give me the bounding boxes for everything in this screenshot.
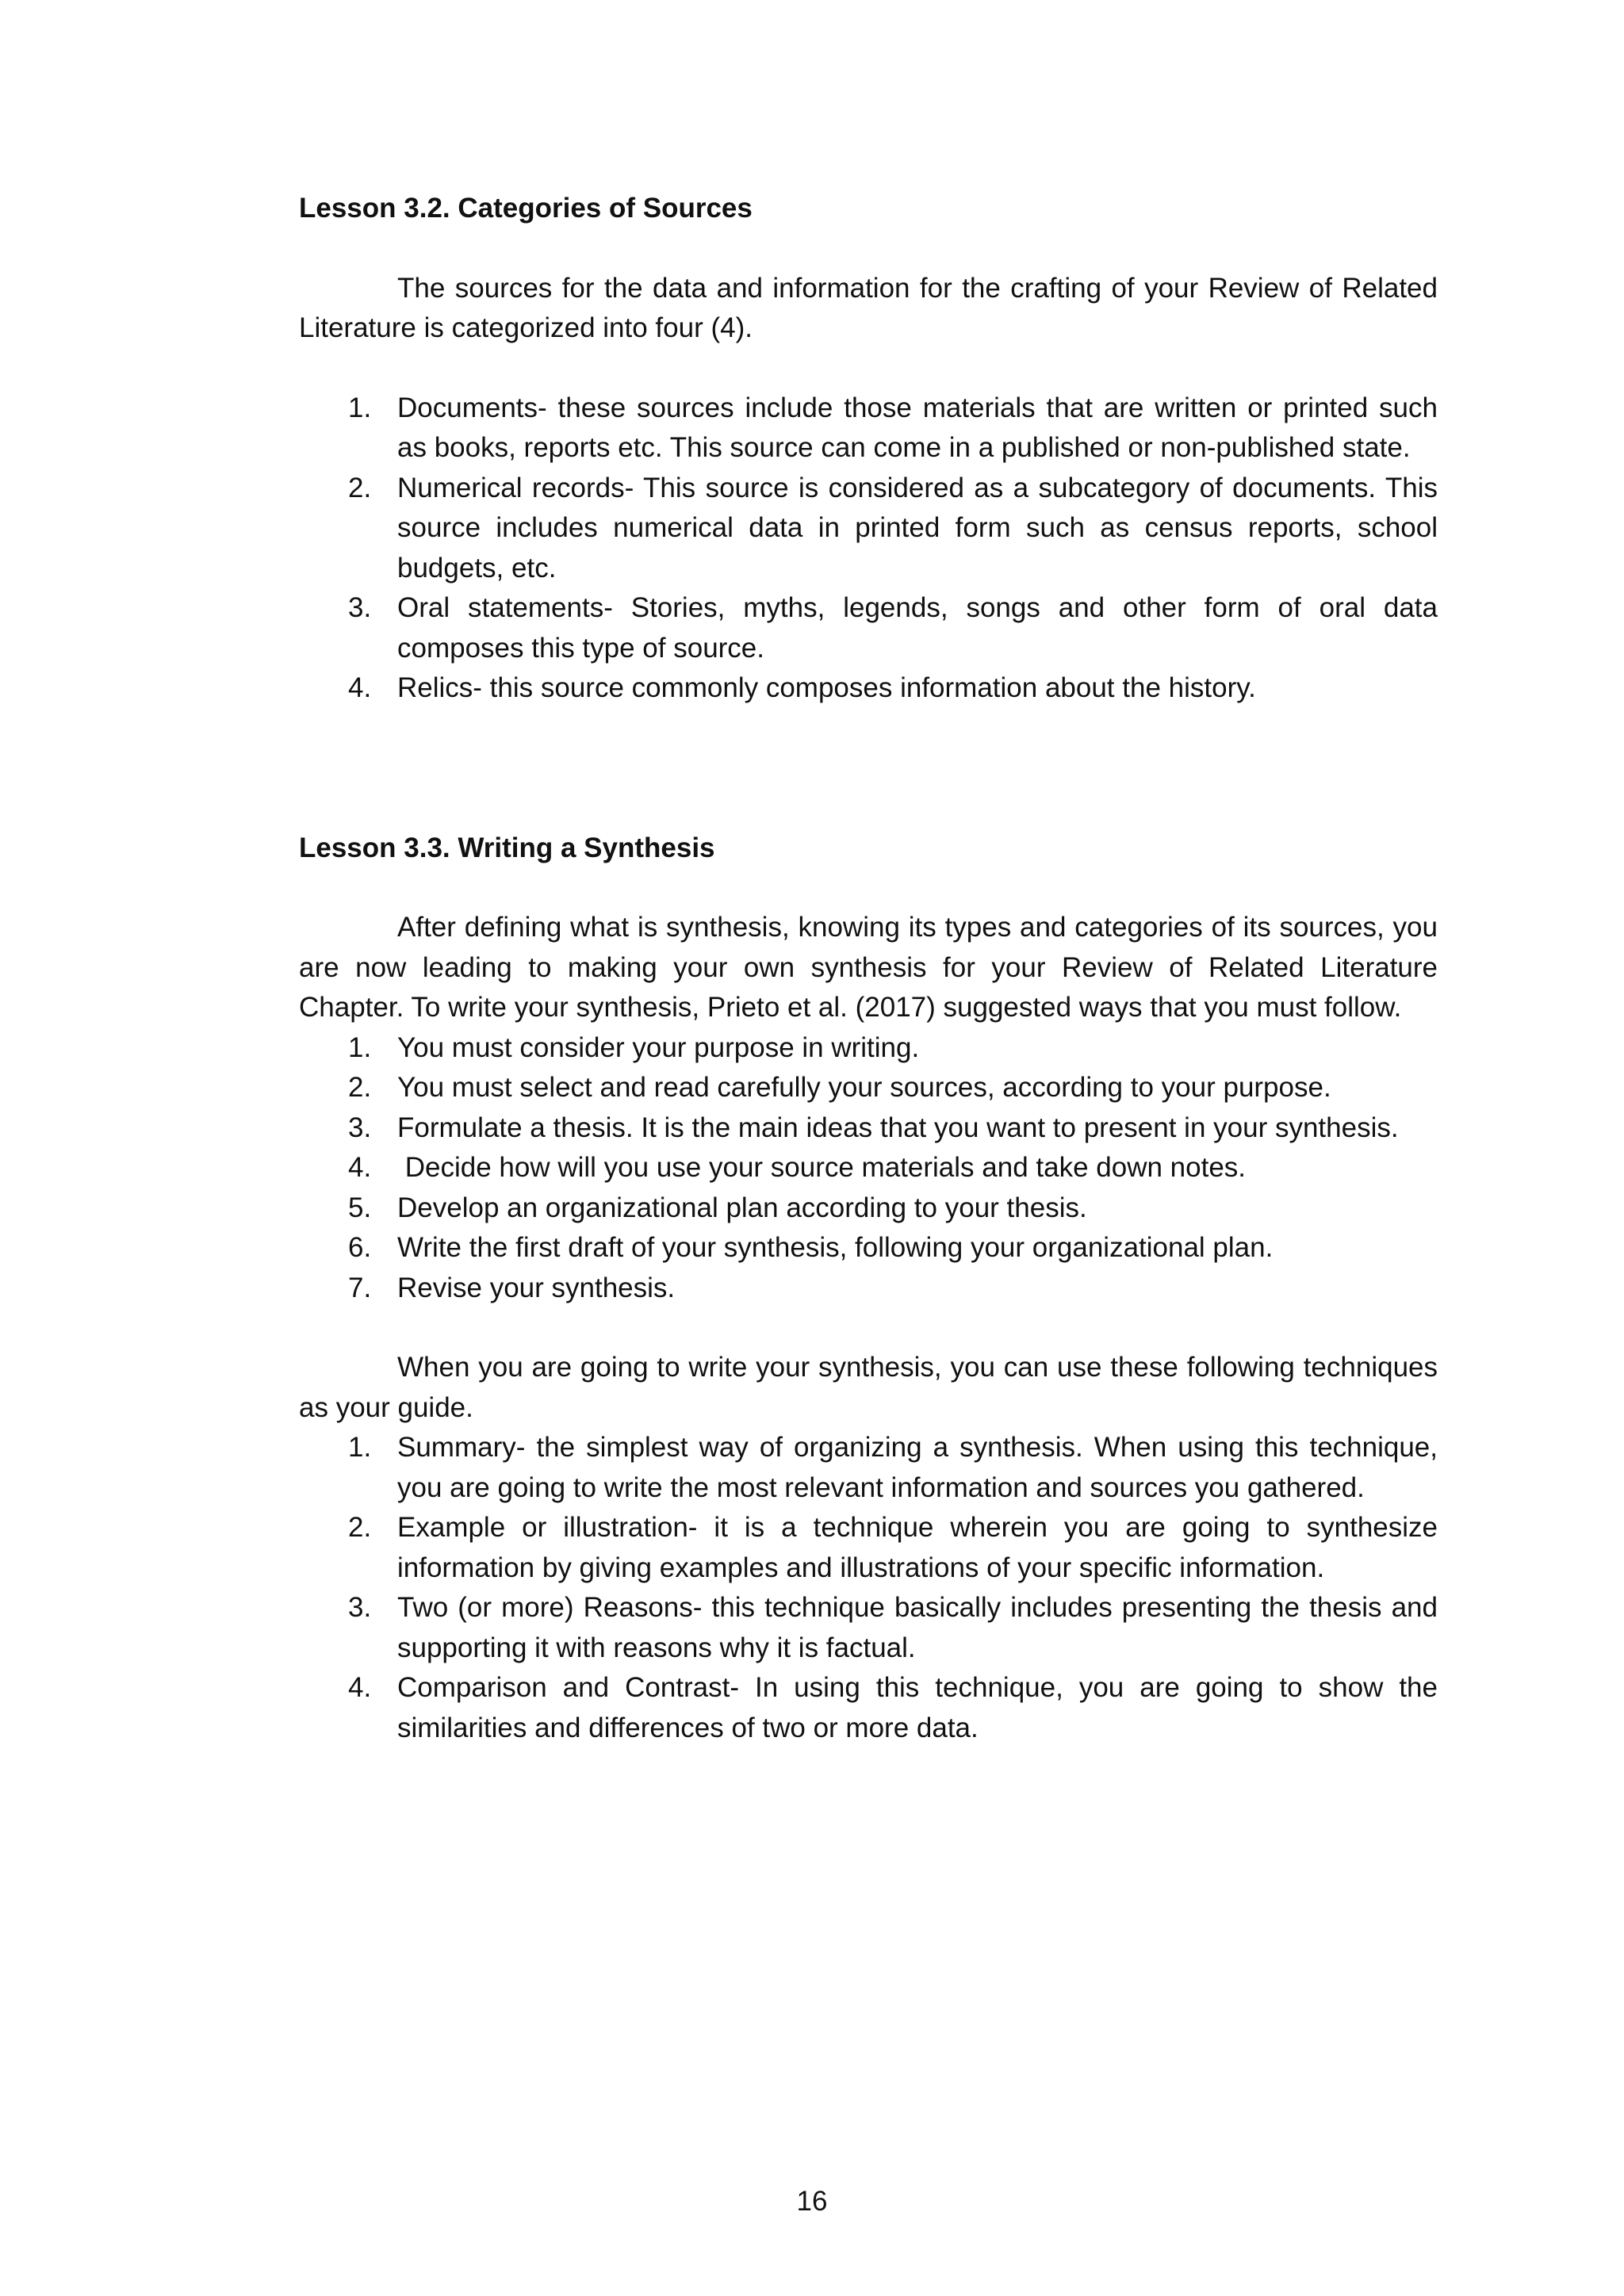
list-item xyxy=(299,668,1438,709)
list-item-number: 6. xyxy=(348,1232,372,1263)
lesson-3-2-intro: The sources for the data and information for the crafting of your Review of Related Literature is categorized into four (4). xyxy=(299,272,1438,343)
list-item-number: 5. xyxy=(348,1192,372,1223)
list-item-number: 3. xyxy=(348,592,372,623)
list-item-number: 1. xyxy=(348,1031,372,1063)
list-item-text: Relics- this source commonly composes information about the history. xyxy=(397,672,1256,703)
list-item xyxy=(299,1068,1438,1108)
list-item-text: Comparison and Contrast- In using this technique, you are going to show the similarities and differences of two or more data. xyxy=(397,1672,1438,1743)
list-item xyxy=(299,1028,1438,1069)
list-item-text: Write the first draft of your synthesis, following your organizational plan. xyxy=(397,1232,1274,1263)
list-item xyxy=(299,1148,1438,1188)
list-item-text: Two (or more) Reasons- this technique basically includes presenting the thesis and supporting it with reasons why it is factual. xyxy=(397,1592,1438,1663)
list-item xyxy=(299,469,1438,589)
list-item-number: 4. xyxy=(348,672,372,703)
list-item xyxy=(299,388,1438,469)
list-item-number: 2. xyxy=(348,472,372,503)
synthesis-steps-list xyxy=(299,1028,1438,1309)
list-item-number: 7. xyxy=(348,1272,372,1303)
list-item xyxy=(299,1428,1438,1508)
list-item-text: Decide how will you use your source materials and take down notes. xyxy=(397,1152,1247,1183)
list-item-text: Formulate a thesis. It is the main ideas that you want to present in your synthesis. xyxy=(397,1112,1399,1143)
source-categories-list xyxy=(299,388,1438,709)
list-item xyxy=(299,1188,1438,1229)
list-item-text: You must select and read carefully your sources, according to your purpose. xyxy=(397,1072,1331,1103)
list-item-number: 3. xyxy=(348,1592,372,1623)
techniques-intro: When you are going to write your synthesis, you can use these following techniques as your guide. xyxy=(299,1352,1438,1423)
list-item xyxy=(299,1108,1438,1149)
list-item xyxy=(299,588,1438,668)
page-number: 16 xyxy=(796,2186,828,2217)
list-item xyxy=(299,1269,1438,1309)
list-item xyxy=(299,1588,1438,1668)
list-item-text: Summary- the simplest way of organizing a synthesis. When using this technique, you are going to write the most relevant information and sources you gathered. xyxy=(397,1432,1438,1503)
list-item-text: Revise your synthesis. xyxy=(397,1272,676,1303)
list-item xyxy=(299,1668,1438,1748)
lesson-3-2-heading: Lesson 3.2. Categories of Sources xyxy=(299,193,753,224)
lesson-3-3-intro: After defining what is synthesis, knowing its types and categories of its sources, you are now leading to making your own synthesis for your Review of Related Literature Chapter. To write your synthesis, Prieto et al. (2017) suggested ways that you must follow. xyxy=(299,912,1438,1023)
list-item xyxy=(299,1508,1438,1588)
list-item-text: Numerical records- This source is considered as a subcategory of documents. This source includes numerical data in printed form such as census reports, school budgets, etc. xyxy=(397,472,1438,584)
lesson-3-3-heading: Lesson 3.3. Writing a Synthesis xyxy=(299,832,715,863)
list-item-number: 2. xyxy=(348,1072,372,1103)
list-item-number: 1. xyxy=(348,392,372,423)
list-item-text: Oral statements- Stories, myths, legends, songs and other form of oral data composes this type of source. xyxy=(397,592,1438,664)
list-item-number: 2. xyxy=(348,1512,372,1543)
document-page xyxy=(299,189,1438,1748)
list-item-text: Develop an organizational plan according to your thesis. xyxy=(397,1192,1087,1223)
list-item-text: Example or illustration- it is a technique wherein you are going to synthesize information by giving examples and illustrations of your specific information. xyxy=(397,1512,1438,1583)
list-item-text: You must consider your purpose in writing. xyxy=(397,1031,920,1063)
synthesis-techniques-list xyxy=(299,1428,1438,1748)
list-item-number: 4. xyxy=(348,1672,372,1703)
list-item-number: 4. xyxy=(348,1152,372,1183)
list-item-number: 3. xyxy=(348,1112,372,1143)
list-item xyxy=(299,1228,1438,1269)
list-item-text: Documents- these sources include those materials that are written or printed such as books, reports etc. This source can come in a published or non-published state. xyxy=(397,392,1438,463)
list-item-number: 1. xyxy=(348,1432,372,1463)
